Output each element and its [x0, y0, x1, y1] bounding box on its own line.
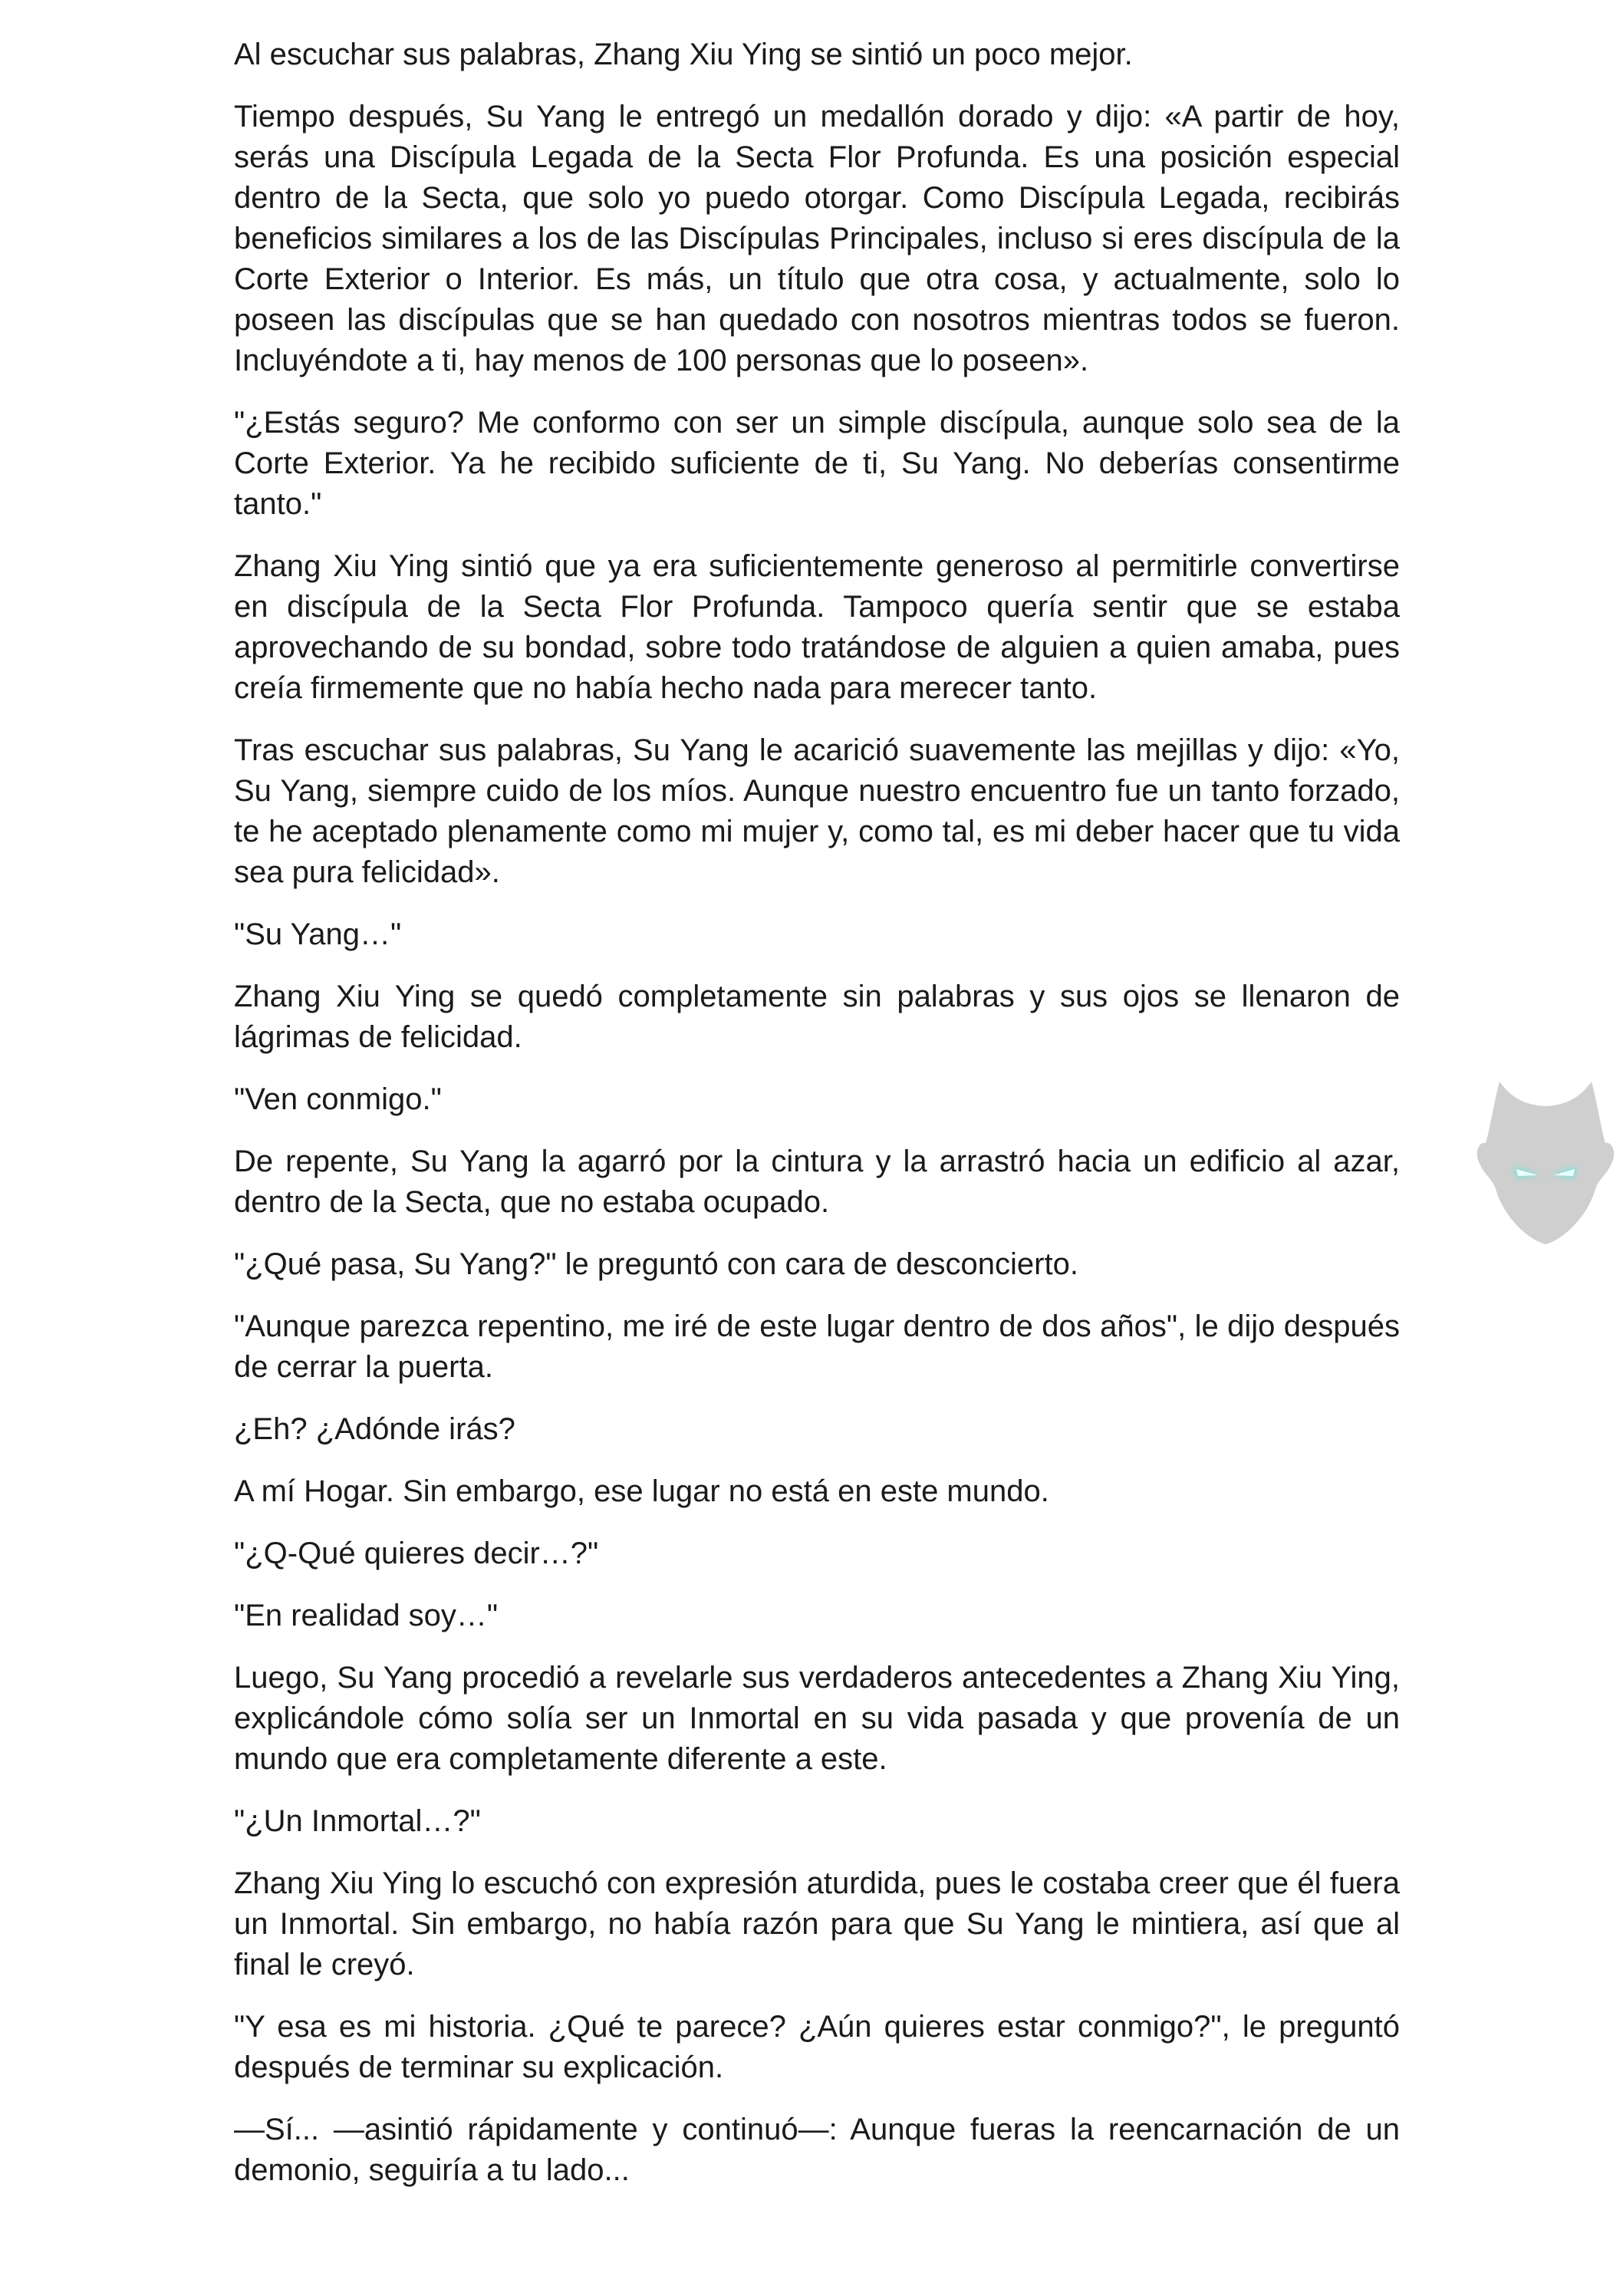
paragraph: "¿Q-Qué quieres decir…?"	[234, 1537, 599, 1570]
paragraph: "En realidad soy…"	[234, 1599, 499, 1632]
paragraph: Zhang Xiu Ying lo escuchó con expresión aturdida, pues le costaba creer que él fuera un Inmortal. Sin embargo, no había razón para que Su Yang le mintiera, así que al final le creyó.	[234, 1866, 1400, 1981]
paragraph: Tiempo después, Su Yang le entregó un medallón dorado y dijo: «A partir de hoy, serás una Discípula Legada de la Secta Flor Profunda. Es una posición especial dentro de la Secta, que solo yo puedo otorgar. Como Discípula Legada, recibirás beneficios similares a los de las Discípulas Principales, incluso si eres discípula de la Corte Exterior o Interior. Es más, un título que otra cosa, y actualmente, solo lo poseen las discípulas que se han quedado con nosotros mientras todos se fueron. Incluyéndote a ti, hay menos de 100 personas que lo poseen».	[234, 100, 1400, 377]
paragraph: "¿Un Inmortal…?"	[234, 1804, 481, 1838]
paragraph: Tras escuchar sus palabras, Su Yang le acarició suavemente las mejillas y dijo: «Yo, Su Yang, siempre cuido de los míos. Aunque nuestro encuentro fue un tanto forzado, te he aceptado plenamente como mi mujer y, como tal, es mi deber hacer que tu vida sea pura felicidad».	[234, 733, 1400, 889]
paragraph: De repente, Su Yang la agarró por la cintura y la arrastró hacia un edificio al azar, dentro de la Secta, que no estaba ocupado.	[234, 1145, 1400, 1219]
paragraph: "Su Yang…"	[234, 917, 402, 951]
paragraph: "¿Estás seguro? Me conformo con ser un simple discípula, aunque solo sea de la Corte Exterior. Ya he recibido suficiente de ti, Su Yang. No deberías consentirme tanto."	[234, 406, 1400, 521]
document-body	[234, 35, 1400, 2212]
paragraph: ¿Eh? ¿Adónde irás?	[234, 1412, 515, 1446]
paragraph: "Ven conmigo."	[234, 1082, 442, 1116]
paragraph: A mí Hogar. Sin embargo, ese lugar no está en este mundo.	[234, 1474, 1049, 1508]
paragraph: —Sí... —asintió rápidamente y continuó—: Aunque fueras la reencarnación de un demonio, seguiría a tu lado...	[234, 2113, 1400, 2187]
paragraph: Luego, Su Yang procedió a revelarle sus verdaderos antecedentes a Zhang Xiu Ying, explicándole cómo solía ser un Inmortal en su vida pasada y que provenía de un mundo que era completamente diferente a este.	[234, 1661, 1400, 1776]
paragraph: Al escuchar sus palabras, Zhang Xiu Ying se sintió un poco mejor.	[234, 38, 1133, 71]
demon-head-icon	[1469, 1074, 1622, 1250]
paragraph: "¿Qué pasa, Su Yang?" le preguntó con cara de desconcierto.	[234, 1247, 1078, 1281]
paragraph: "Aunque parezca repentino, me iré de este lugar dentro de dos años", le dijo después de cerrar la puerta.	[234, 1309, 1400, 1384]
paragraph: Zhang Xiu Ying sintió que ya era suficientemente generoso al permitirle convertirse en discípula de la Secta Flor Profunda. Tampoco quería sentir que se estaba aprovechando de su bondad, sobre todo tratándose de alguien a quien amaba, pues creía firmemente que no había hecho nada para merecer tanto.	[234, 549, 1400, 705]
paragraph: Zhang Xiu Ying se quedó completamente sin palabras y sus ojos se llenaron de lágrimas de felicidad.	[234, 980, 1400, 1054]
paragraph: "Y esa es mi historia. ¿Qué te parece? ¿Aún quieres estar conmigo?", le preguntó después de terminar su explicación.	[234, 2010, 1400, 2084]
